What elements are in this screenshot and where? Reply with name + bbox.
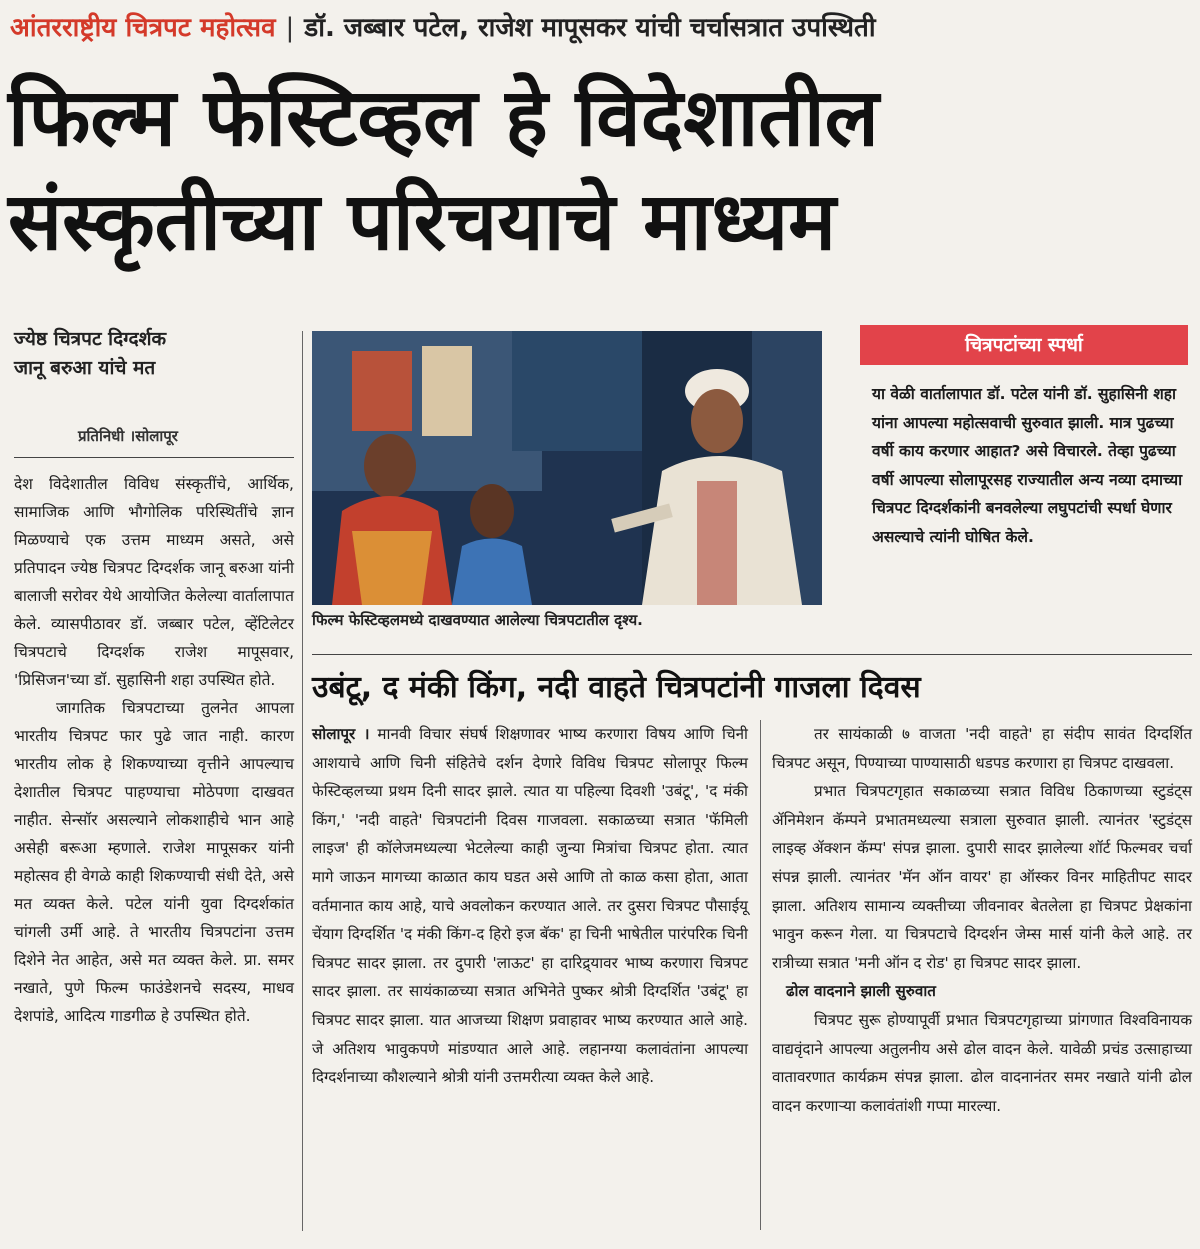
column-divider (302, 331, 303, 1231)
deck-line-1: ज्येष्ठ चित्रपट दिग्दर्शक (14, 328, 167, 350)
story2-headline: उबंटू, द मंकी किंग, नदी वाहते चित्रपटांनी गाजला दिवस (312, 670, 921, 705)
byline-rule (14, 457, 294, 458)
story1-column (14, 470, 294, 1030)
byline: प्रतिनिधी ।सोलापूर (78, 427, 178, 445)
story2-column-2 (772, 720, 1192, 1120)
headline-line-1: फिल्म फेस्टिव्हल हे विदेशातील (8, 71, 879, 164)
headline-line-2: संस्कृतीच्या परिचयाचे माध्यम (8, 175, 836, 268)
film-scene-image (312, 331, 822, 605)
story2-col2-para-3: चित्रपट सुरू होण्यापूर्वी प्रभात चित्रपटगृहाच्या प्रांगणात विश्वविनायक वाद्यवृंदाने आपल्या अतुलनीय असे ढोल वादन केले. यावेळी प्रचंड उत्साहाच्या वातावरणात कार्यक्रम संपन्न झाला. ढोल वादनानंतर समर नखाते यांनी ढोल वादन करणाऱ्या कलावंतांशी गप्पा मारल्या. (772, 1010, 1192, 1115)
story2-col2-para-1: तर सायंकाळी ७ वाजता 'नदी वाहते' हा संदीप सावंत दिग्दर्शित चित्रपट असून, पिण्याच्या पाण्यासाठी धडपड करणारा हा चित्रपट दाखवला. (772, 725, 1192, 772)
kicker (10, 8, 1190, 48)
scene-photo (312, 331, 822, 605)
headline (8, 66, 1192, 274)
photo-caption: फिल्म फेस्टिव्हलमध्ये दाखवण्यात आलेल्या चित्रपटातील दृश्य. (312, 611, 643, 629)
story2-top-rule (312, 654, 1192, 655)
story1-para-1: देश विदेशातील विविध संस्कृतींचे, आर्थिक, सामाजिक आणि भौगोलिक परिस्थितींचे ज्ञान मिळण्याचे एक उत्तम माध्यम असते, असे प्रतिपादन ज्येष्ठ चित्रपट दिग्दर्शक जानू बरुआ यांनी बालाजी सरोवर येथे आयोजित केलेल्या वार्तालापात केले. व्यासपीठावर डॉ. जब्बार पटेल, व्हेंटिलेटर चित्रपटाचे दिग्दर्शक राजेश मापूसवार, 'प्रिसिजन'च्या डॉ. सुहासिनी शहा उपस्थित होते. (14, 475, 294, 689)
sidebar-tag: चित्रपटांच्या स्पर्धा (860, 325, 1188, 365)
story2-col1-text: मानवी विचार संघर्ष शिक्षणावर भाष्य करणारा विषय आणि चिनी आशयाचे आणि चिनी संहितेचे दर्शन देणारे विविध चित्रपट सोलापूर फिल्म फेस्टिव्हलच्या प्रथम दिनी सादर झाले. त्यात या पहिल्या दिवशी 'उबंटू', 'द मंकी किंग,' 'नदी वाहते' चित्रपटांनी दिवस गाजवला. सकाळच्या सत्रात 'फॅमिली लाइज' ही कॉलेजमध्यल्या भेटलेल्या काही जुन्या मित्रांचा चित्रपट होता. त्यात मागे जाऊन मागच्या काळात काय घडत असे आणि तो काळ कसा होता, आता वर्तमानात काय आहे, याचे अवलोकन करण्यात आले. तर दुसरा चित्रपट पौसाईयू चेंयाग दिग्दर्शित 'द मंकी किंग-द हिरो इज बॅक' हा चिनी भाषेतील पारंपरिक चिनी चित्रपट सादर झाला. तर दुपारी 'लाऊट' हा दारिद्र्यावर भाष्य करणारा चित्रपट सादर झाला. तर सायंकाळच्या सत्रात अभिनेते पुष्कर श्रोत्री दिग्दर्शित 'उबंटू' हा चित्रपट सादर झाला. यात आजच्या शिक्षण प्रवाहावर भाष्य करण्यात आले आहे. जे अतिशय भावुकपणे मांडण्यात आले आहे. लहानग्या कलावंतांना आपल्या दिग्दर्शनाच्या कौशल्याने श्रोत्री यांनी उत्तमरीत्या व्यक्त केले आहे. (312, 725, 748, 1087)
deck-line-2: जानू बरुआ यांचे मत (14, 357, 156, 379)
kicker-label: आंतरराष्ट्रीय चित्रपट महोत्सव (10, 13, 276, 43)
sidebar-text: या वेळी वार्तालापात डॉ. पटेल यांनी डॉ. सुहासिनी शहा यांना आपल्या महोत्सवाची सुरुवात झाली. मात्र पुढच्या वर्षी काय करणार आहात? असे विचारले. तेव्हा पुढच्या वर्षी आपल्या सोलापूरसह राज्यातील अन्य नव्या दमाच्या चित्रपट दिग्दर्शकांनी बनवलेल्या लघुपटांची स्पर्धा घेणार असल्याचे त्यांनी घोषित केले. (872, 385, 1183, 546)
kicker-separator: | (285, 13, 295, 43)
story2-column-divider (760, 720, 761, 1230)
story1-para-2: जागतिक चित्रपटाच्या तुलनेत आपला भारतीय चित्रपट फार पुढे जात नाही. कारण भारतीय लोक हे शिकण्याच्या वृत्तीने आपल्याच देशातील चित्रपट पाहण्याचा मोठेपणा दाखवत नाहीत. सेन्सॉर असल्याने लोकशाहीचे भान आहे असेही बरूआ म्हणाले. राजेश मापूसकर यांनी महोत्सव ही वेगळे काही शिकण्याची संधी देते, असे मत व्यक्त केले. पटेल यांनी युवा दिग्दर्शकांत चांगली उर्मी आहे. ते भारतीय चित्रपटांना उत्तम दिशेने नेत आहेत, असे मत व्यक्त केले. प्रा. समर नखाते, पुणे फिल्म फाउंडेशनचे सदस्य, माधव देशपांडे, आदित्य गाडगीळ हे उपस्थित होते. (14, 699, 294, 1025)
story2-col2-para-2: प्रभात चित्रपटगृहात सकाळच्या सत्रात विविध ठिकाणच्या स्टुडंट्स ॲनिमेशन कॅम्पने प्रभातमध्यल्या सत्राला सुरुवात झाली. त्यानंतर 'स्टुडंट्स लाइव्ह ॲक्शन कॅम्प' संपन्न झाला. दुपारी सादर झालेल्या शॉर्ट फिल्मवर चर्चा संपन्न झाली. त्यानंतर 'मॅन ऑन वायर' हा ऑस्कर विनर माहितीपट सादर झाला. अतिशय सामान्य व्यक्तीच्या जीवनावर बेतलेला हा चित्रपट प्रेक्षकांना भावुन करून गेला. या चित्रपटाचे दिग्दर्शन जेम्स मार्स यांनी केले आहे. तर रात्रीच्या सत्रात 'मनी ऑन द रोड' हा चित्रपट सादर झाला. (772, 782, 1192, 972)
kicker-text: डॉ. जब्बार पटेल, राजेश मापूसकर यांची चर्चासत्रात उपस्थिती (304, 13, 876, 43)
story2-crosshead: ढोल वादनाने झाली सुरुवात (786, 982, 936, 1001)
deck (14, 325, 294, 383)
story2-column-1 (312, 720, 748, 1092)
story2-dateline: सोलापूर । (312, 725, 370, 743)
